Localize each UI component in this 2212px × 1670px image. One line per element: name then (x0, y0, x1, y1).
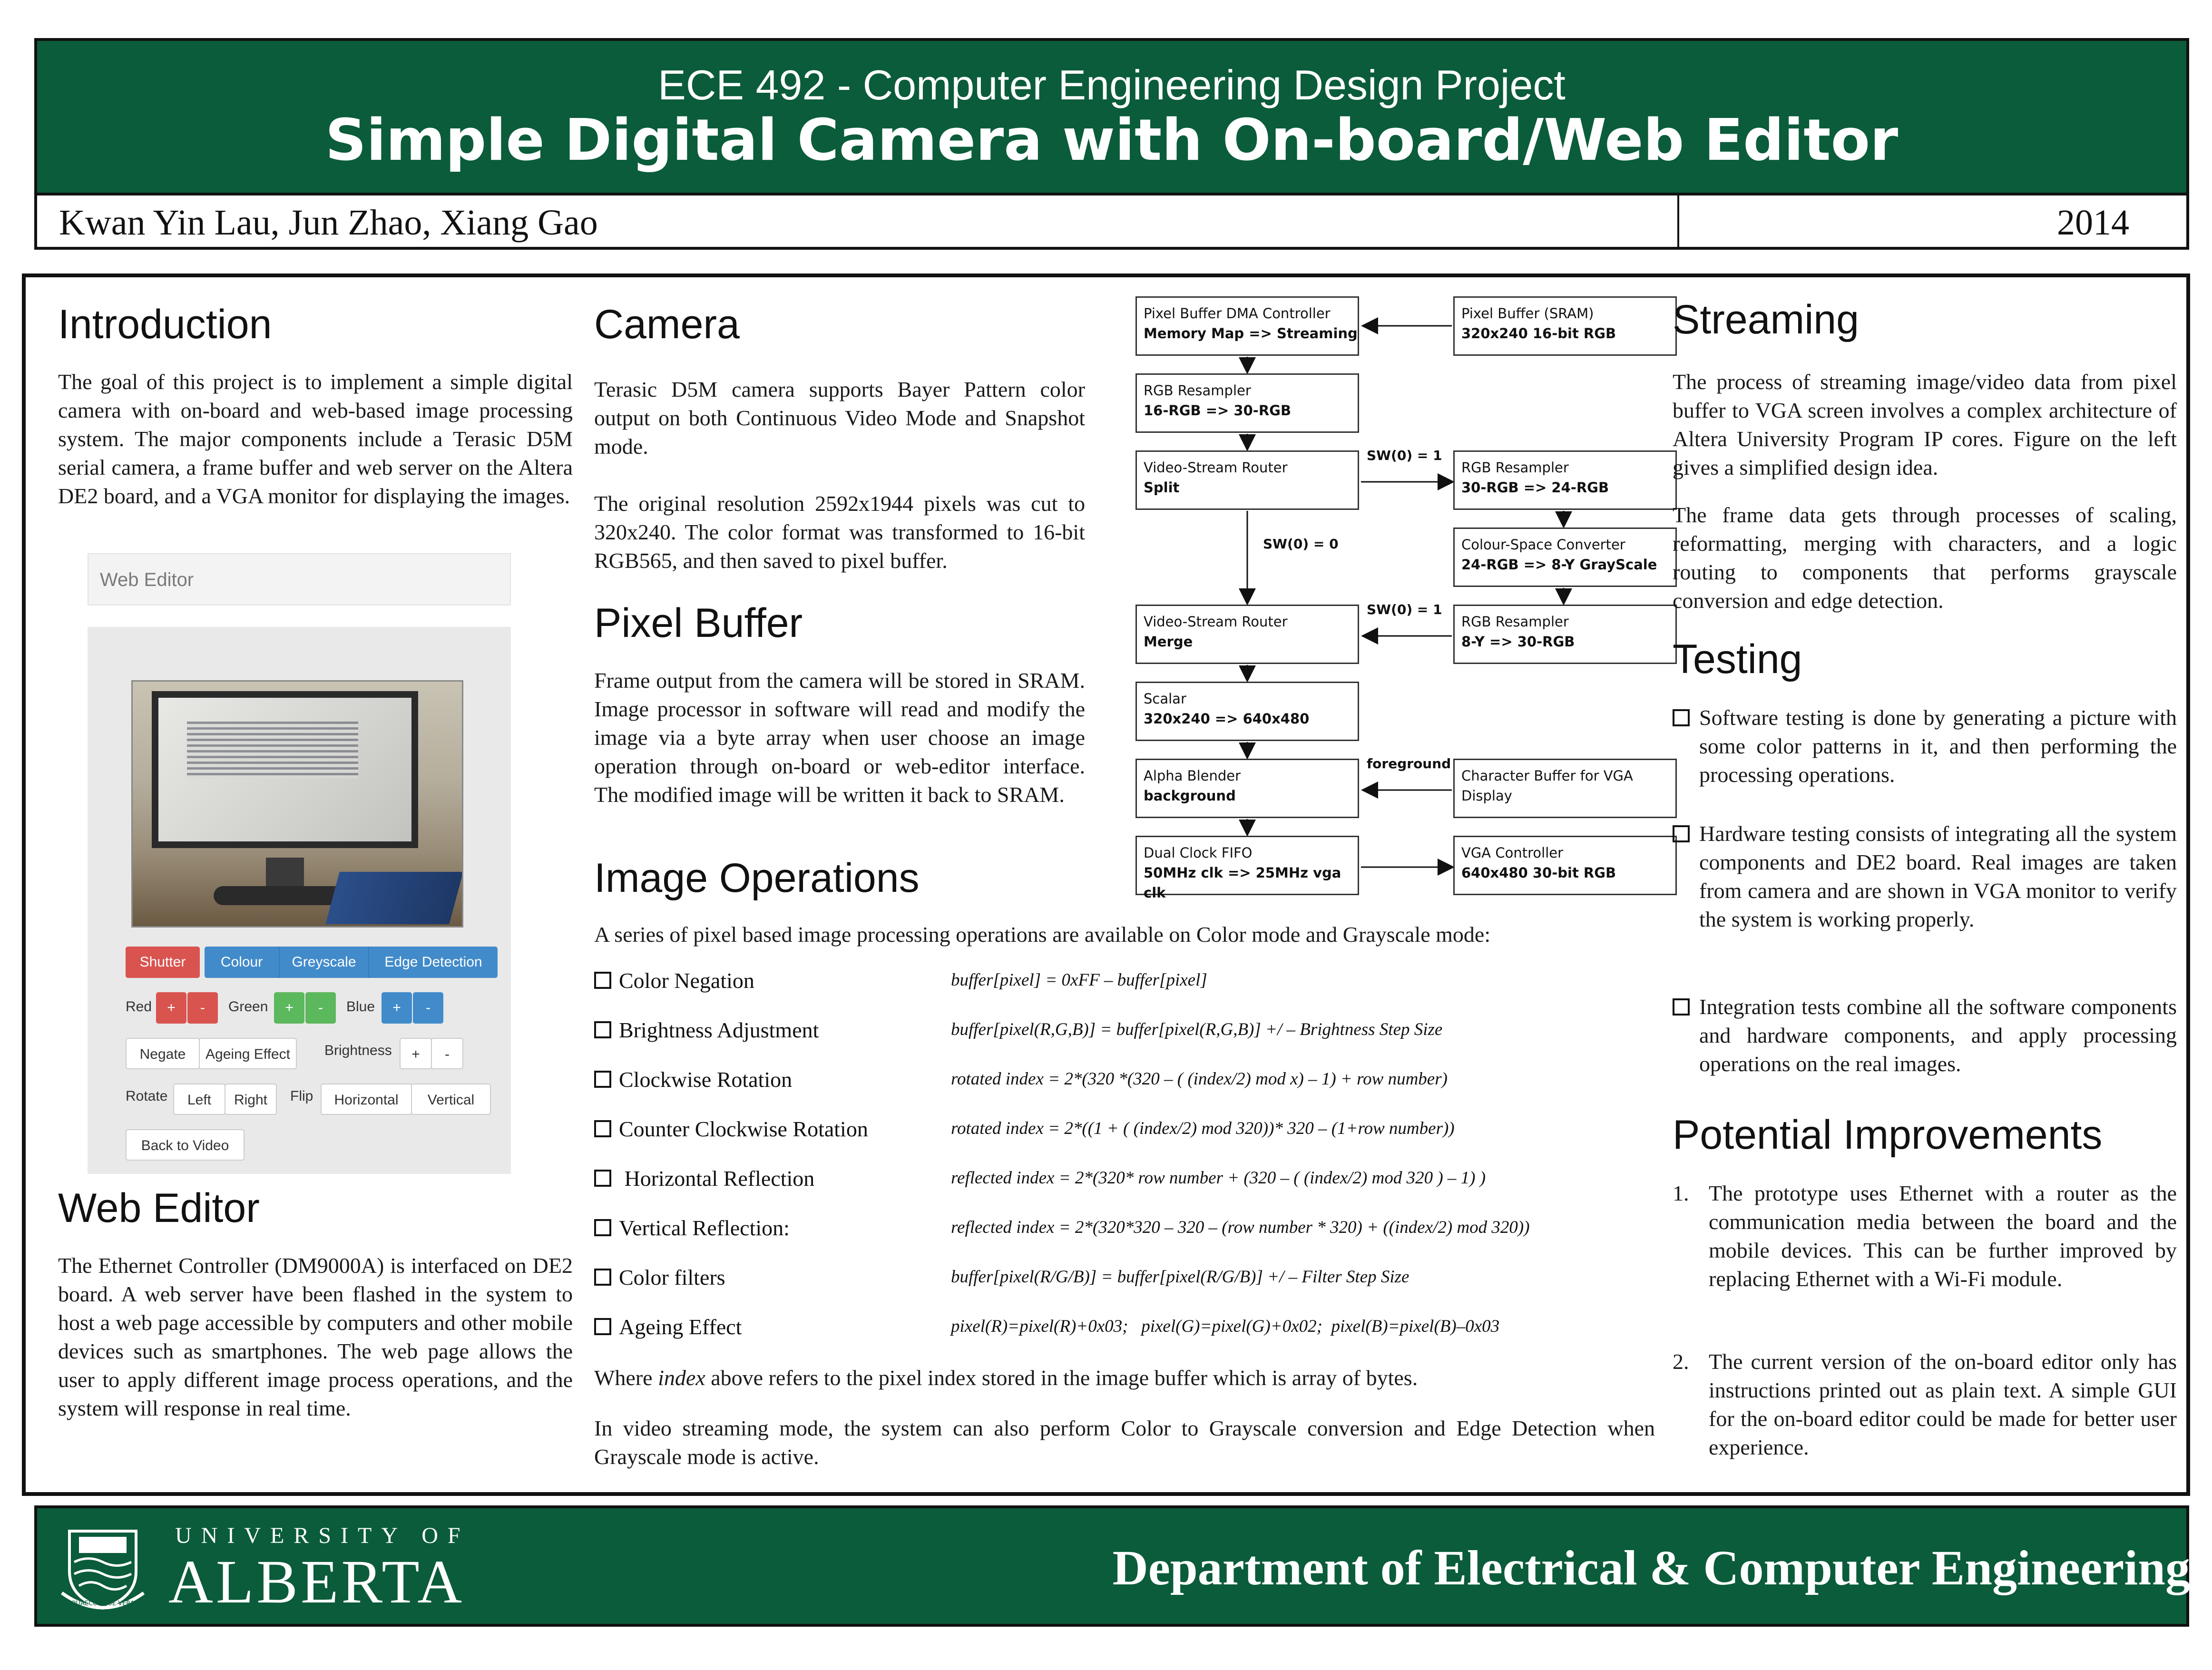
streaming-mode-note: In video streaming mode, the system can also perform Color to Grayscale conversion and Edge Detection when Grayscale mode is active. (594, 1416, 1655, 1469)
checkbox-icon (594, 1071, 611, 1088)
block-label: Character Buffer for VGA (1461, 768, 1633, 784)
index-note (594, 1364, 1655, 1392)
crest-motto: QUAECUMQUE VERA (71, 1600, 135, 1607)
introduction-text: The goal of this project is to implement a simple digital camera with on-board and web-based image processing system. The major components include a Terasic D5M serial camera, a frame buffer and web server on the Altera DE2 board, and a VGA monitor for displaying the images. (58, 370, 573, 508)
block-label: Dual Clock FIFO (1144, 845, 1253, 861)
course-title: ECE 492 - Computer Engineering Design Project (658, 61, 1566, 108)
testing-item-text: Integration tests combine all the software components and hardware components, and apply processing operations on the real images. (1699, 995, 2177, 1076)
switch-label-zero: SW(0) = 0 (1263, 536, 1339, 552)
testing-item (1673, 820, 2177, 934)
streaming-heading: Streaming (1673, 297, 1859, 342)
operation-formula: rotated index = 2*((1 + ( (index/2) mod 320))* 320 – (1+row number)) (951, 1119, 1455, 1138)
improvement-item (1673, 1348, 2177, 1462)
improvement-text: The prototype uses Ethernet with a router as the communication media between the board and the mobile devices. This can be further improved by replacing Ethernet with a Wi-Fi module. (1709, 1181, 2177, 1291)
poster-body (22, 273, 2190, 1496)
testing-heading: Testing (1673, 636, 1802, 682)
shutter-button[interactable]: Shutter (126, 947, 200, 978)
camera-text-1: Terasic D5M camera supports Bayer Pattern color output on both Continuous Video Mode and Snapshot mode. (594, 377, 1085, 459)
index-note-pre: Where (594, 1366, 658, 1390)
web-editor-title-bar (88, 553, 511, 605)
year-cell (1677, 195, 2186, 247)
camera-preview-image (131, 680, 463, 928)
university-crest-icon (60, 1522, 146, 1614)
green-plus-button[interactable]: + (274, 992, 304, 1024)
red-plus-button[interactable]: + (156, 992, 186, 1024)
operation-formula: rotated index = 2*(320 *(320 – ( (index/2) mod x) – 1) + row number) (951, 1069, 1448, 1089)
operation-formula: reflected index = 2*(320*320 – 320 – (row number * 320) + ((index/2) mod 320)) (951, 1218, 1530, 1237)
block-sublabel: 8-Y => 30-RGB (1461, 634, 1575, 650)
header-band (34, 38, 2189, 193)
operation-formula: reflected index = 2*(320* row number + (320 – ( (index/2) mod 320 ) – 1) ) (951, 1168, 1486, 1188)
block-sublabel: Display (1461, 788, 1512, 804)
introduction-heading: Introduction (58, 302, 272, 347)
checkbox-icon (594, 1120, 611, 1137)
brightness-minus-button[interactable]: - (431, 1038, 463, 1069)
block-label: Colour-Space Converter (1461, 537, 1625, 553)
block-sublabel: Memory Map => Streaming (1144, 325, 1358, 342)
image-operations-heading: Image Operations (594, 855, 920, 901)
block-rgb-resampler-3 (1453, 605, 1677, 664)
operation-row (594, 1265, 1655, 1293)
block-sublabel: 50MHz clk => 25MHz vga clk (1144, 865, 1341, 901)
ageing-effect-button[interactable]: Ageing Effect (199, 1038, 297, 1069)
camera-heading: Camera (594, 302, 740, 347)
block-rgb-resampler-2 (1453, 450, 1677, 510)
foreground-label: foreground (1367, 756, 1451, 772)
flip-label: Flip (290, 1088, 313, 1104)
green-label: Green (228, 999, 268, 1015)
block-scalar (1135, 682, 1359, 741)
operation-row (594, 968, 1655, 996)
checkbox-icon (594, 1318, 611, 1335)
block-router-merge (1135, 605, 1359, 664)
greyscale-button[interactable]: Greyscale (279, 947, 368, 978)
operation-row (594, 1116, 1655, 1145)
authors: Kwan Yin Lau, Jun Zhao, Xiang Gao (59, 203, 598, 243)
blue-plus-button[interactable]: + (382, 992, 412, 1024)
block-label: Video-Stream Router (1144, 614, 1288, 630)
block-label: Scalar (1144, 691, 1186, 707)
checkbox-icon (1673, 998, 1690, 1016)
block-label: Pixel Buffer DMA Controller (1144, 305, 1331, 322)
improvement-text: The current version of the on-board editor only has instructions printed out as plain text. A simple GUI for the on-board editor could be made for better user experience. (1709, 1349, 2177, 1459)
image-operations-intro: A series of pixel based image processing operations are available on Color mode and Grayscale mode: (594, 922, 1491, 947)
red-minus-button[interactable]: - (187, 992, 218, 1024)
checkbox-icon (594, 1021, 611, 1038)
block-vga-controller (1453, 836, 1677, 895)
index-note-post: above refers to the pixel index stored in the image buffer which is array of bytes. (705, 1366, 1418, 1390)
testing-item-text: Software testing is done by generating a picture with some color patterns in it, and then performing the processing operations. (1699, 705, 2177, 787)
university-name: ALBERTA (168, 1548, 465, 1616)
block-sublabel: 320x240 => 640x480 (1144, 711, 1310, 727)
block-sublabel: Merge (1144, 634, 1193, 650)
block-label: Pixel Buffer (SRAM) (1461, 305, 1594, 322)
edge-detection-button[interactable]: Edge Detection (368, 947, 498, 978)
testing-item-text: Hardware testing consists of integrating all the system components and DE2 board. Real images are taken from camera and are shown in VGA monitor to verify the system is working properly. (1699, 821, 2177, 931)
monitor-shape (152, 691, 418, 848)
operation-name: Counter Clockwise Rotation (619, 1117, 868, 1141)
camera-text-2: The original resolution 2592x1944 pixels was cut to 320x240. The color format was transformed to 16-bit RGB565, and then saved to pixel buffer. (594, 491, 1085, 573)
blue-minus-button[interactable]: - (413, 992, 443, 1024)
block-sublabel: background (1144, 788, 1236, 804)
operation-row (594, 1017, 1655, 1046)
checkbox-icon (1673, 709, 1690, 726)
item-number: 2. (1673, 1349, 1689, 1374)
operation-row (594, 1067, 1655, 1095)
web-editor-title: Web Editor (100, 569, 194, 590)
web-editor-text: The Ethernet Controller (DM9000A) is interfaced on DE2 board. A web server have been flashed in the system to host a web page accessible by computers and other mobile devices such as smartphones. The web page allows the user to apply different image process operations, and the system will response in real time. (58, 1253, 573, 1420)
block-label: VGA Controller (1461, 845, 1564, 861)
block-alpha-blender (1135, 759, 1359, 818)
brightness-plus-button[interactable]: + (400, 1038, 432, 1069)
block-label: RGB Resampler (1144, 382, 1251, 399)
rotate-label: Rotate (126, 1088, 168, 1104)
brightness-label: Brightness (324, 1043, 392, 1058)
streaming-block-diagram (1135, 296, 1692, 900)
block-label: Alpha Blender (1144, 768, 1241, 784)
green-minus-button[interactable]: - (305, 992, 336, 1024)
switch-label-split: SW(0) = 1 (1367, 448, 1442, 463)
operation-row (594, 1314, 1655, 1343)
checkbox-icon (594, 1219, 611, 1236)
testing-item (1673, 703, 2177, 789)
rotate-left-button[interactable]: Left (173, 1084, 225, 1115)
monitor-text-lines (187, 722, 358, 779)
year: 2014 (2057, 203, 2129, 243)
switch-label-merge: SW(0) = 1 (1367, 602, 1442, 617)
red-label: Red (126, 999, 152, 1015)
testing-item (1673, 993, 2177, 1078)
operation-formula: pixel(R)=pixel(R)+0x03; pixel(G)=pixel(G)+0x02; pixel(B)=pixel(B)–0x03 (951, 1317, 1500, 1336)
block-sublabel: Split (1144, 479, 1180, 496)
pixel-buffer-heading: Pixel Buffer (594, 600, 803, 646)
back-to-video-button[interactable]: Back to Video (126, 1129, 245, 1161)
web-editor-panel (88, 627, 511, 1174)
block-colour-space-converter (1453, 527, 1677, 587)
block-router-split (1135, 450, 1359, 510)
operation-name: Ageing Effect (619, 1315, 742, 1339)
operation-row (594, 1166, 1655, 1194)
streaming-text-1: The process of streaming image/video data from pixel buffer to VGA screen involves a complex architecture of Altera University Program IP cores. Figure on the left gives a simplified design idea. (1673, 370, 2177, 479)
department-name: Department of Electrical & Computer Engineering (1112, 1541, 2190, 1595)
block-sublabel: 640x480 30-bit RGB (1461, 865, 1616, 881)
block-sublabel: 16-RGB => 30-RGB (1144, 402, 1292, 419)
block-label: Video-Stream Router (1144, 459, 1288, 476)
footer-band (34, 1505, 2189, 1627)
block-label: RGB Resampler (1461, 614, 1569, 630)
checkbox-icon (594, 1170, 611, 1187)
index-note-term: index (658, 1366, 705, 1390)
colour-button[interactable]: Colour (205, 947, 279, 978)
operation-name: Color filters (619, 1265, 725, 1289)
checkbox-icon (594, 1269, 611, 1286)
operation-row (594, 1215, 1655, 1244)
block-rgb-resampler-1 (1135, 373, 1359, 433)
flip-vertical-button[interactable]: Vertical (411, 1084, 491, 1115)
block-pixel-buffer-sram (1453, 296, 1677, 356)
block-label: RGB Resampler (1461, 459, 1569, 476)
operation-name: Brightness Adjustment (619, 1018, 819, 1042)
author-bar (34, 193, 2189, 250)
poster-title: Simple Digital Camera with On-board/Web Editor (325, 107, 1899, 174)
improvement-item (1673, 1179, 2177, 1293)
operation-name: Clockwise Rotation (619, 1067, 793, 1092)
improvements-heading: Potential Improvements (1673, 1112, 2103, 1158)
item-number: 1. (1673, 1181, 1689, 1205)
operation-formula: buffer[pixel] = 0xFF – buffer[pixel] (951, 970, 1207, 990)
block-dual-clock-fifo (1135, 836, 1359, 901)
operation-name: Horizontal Reflection (619, 1166, 815, 1191)
streaming-text-2: The frame data gets through processes of scaling, reformatting, merging with characters, and a logic routing to components that performs grayscale conversion and edge detection. (1673, 503, 2177, 613)
block-dma-controller (1135, 296, 1359, 356)
checkbox-icon (1673, 825, 1690, 842)
block-sublabel: 24-RGB => 8-Y GrayScale (1461, 557, 1657, 573)
de2-board (325, 872, 463, 924)
block-sublabel: 320x240 16-bit RGB (1461, 325, 1616, 342)
block-sublabel: 30-RGB => 24-RGB (1461, 479, 1609, 496)
operation-formula: buffer[pixel(R/G/B)] = buffer[pixel(R/G/B)] +/ – Filter Step Size (951, 1267, 1409, 1287)
negate-button[interactable]: Negate (126, 1038, 200, 1069)
rotate-right-button[interactable]: Right (225, 1084, 277, 1115)
blue-label: Blue (346, 999, 375, 1015)
operation-name: Color Negation (619, 968, 754, 993)
flip-horizontal-button[interactable]: Horizontal (321, 1084, 412, 1115)
operation-name: Vertical Reflection: (619, 1216, 790, 1240)
checkbox-icon (594, 972, 611, 989)
pixel-buffer-text: Frame output from the camera will be stored in SRAM. Image processor in software will read and modify the image via a byte array when user choose an image operation through on-board or web-editor interface. The modified image will be written it back to SRAM. (594, 668, 1085, 807)
web-editor-heading: Web Editor (58, 1185, 260, 1231)
university-of-label: UNIVERSITY OF (175, 1523, 470, 1548)
block-character-buffer (1453, 759, 1677, 818)
operation-formula: buffer[pixel(R,G,B)] = buffer[pixel(R,G,B)] +/ – Brightness Step Size (951, 1020, 1443, 1039)
